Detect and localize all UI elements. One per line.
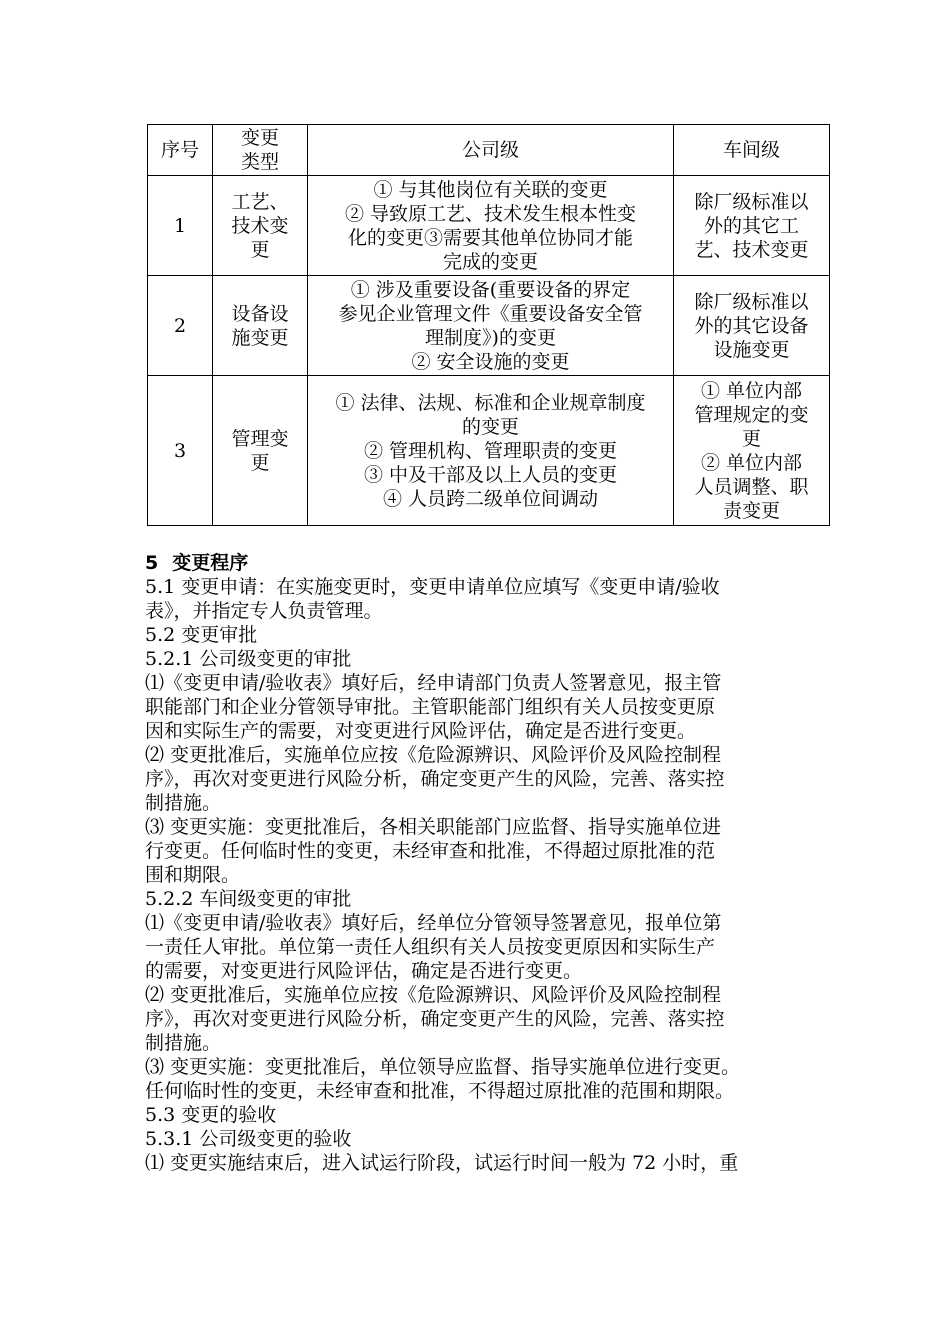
text-line: 序》，再次对变更进行风险分析，确定变更产生的风险，完善、落实控 (145, 768, 725, 790)
company-scope-line: ② 导致原工艺、技术发生根本性变 (344, 202, 637, 225)
row-company-scope (308, 176, 674, 276)
text-line: 5.3 变更的验收 (145, 1104, 277, 1126)
text-line: 围和期限。 (145, 864, 241, 886)
table-header-row (148, 125, 830, 176)
row-type (213, 276, 308, 376)
text-line: ⑴ 变更实施结束后，进入试运行阶段，试运行时间一般为 72 小时，重 (145, 1152, 739, 1174)
row-seq: 2 (148, 276, 213, 376)
text-line: 制措施。 (145, 1032, 222, 1054)
section-title: 变更程序 (172, 552, 249, 574)
text-line: 职能部门和企业分管领导审批。主管职能部门组织有关人员按变更原 (145, 696, 716, 718)
workshop-scope-line: ① 单位内部 (700, 379, 803, 402)
text-line: 5.2.2 车间级变更的审批 (145, 888, 352, 910)
company-scope-line: ④ 人员跨二级单位间调动 (382, 487, 599, 510)
company-scope-line: ① 涉及重要设备(重要设备的界定 (350, 278, 631, 301)
text-line: 因和实际生产的需要，对变更进行风险评估，确定是否进行变更。 (145, 720, 697, 742)
company-scope-line: 化的变更③需要其他单位协同才能 (347, 226, 633, 249)
row-workshop-scope (674, 376, 830, 526)
company-scope-line: ② 安全设施的变更 (411, 350, 570, 373)
workshop-scope-line: 管理规定的变 (694, 403, 809, 426)
company-scope-line: 参见企业管理文件《重要设备安全管 (338, 302, 643, 325)
text-line: 5.2.1 公司级变更的审批 (145, 648, 352, 670)
header-seq: 序号 (148, 125, 213, 176)
text-line: 一责任人审批。单位第一责任人组织有关人员按变更原因和实际生产 (145, 936, 716, 958)
text-line: 5.1 变更申请：在实施变更时，变更申请单位应填写《变更申请/验收 (145, 576, 720, 598)
workshop-scope-line: 外的其它设备 (694, 314, 809, 337)
workshop-scope-line: 外的其它工 (703, 214, 799, 237)
workshop-scope-line: 更 (741, 427, 761, 450)
header-workshop: 车间级 (674, 125, 830, 176)
row-type (213, 176, 308, 276)
text-line: 任何临时性的变更，未经审查和批准，不得超过原批准的范围和期限。 (145, 1080, 735, 1102)
row-seq: 3 (148, 376, 213, 526)
text-line: ⑶ 变更实施：变更批准后，各相关职能部门应监督、指导实施单位进 (145, 816, 722, 838)
workshop-scope-line: ② 单位内部 (700, 451, 803, 474)
section-number: 5 (145, 552, 159, 574)
document-body (145, 551, 813, 1175)
text-line: ⑵ 变更批准后，实施单位应按《危险源辨识、风险评价及风险控制程 (145, 744, 722, 766)
table-row (148, 276, 830, 376)
company-scope-line: 理制度》)的变更 (425, 326, 556, 349)
text-line: ⑶ 变更实施：变更批准后，单位领导应监督、指导实施单位进行变更。 (145, 1056, 741, 1078)
text-line: 序》，再次对变更进行风险分析，确定变更产生的风险，完善、落实控 (145, 1008, 725, 1030)
change-classification-table (147, 124, 830, 526)
row-type-line: 管理变 (231, 427, 289, 450)
header-type-line: 类型 (240, 151, 279, 173)
row-type-line: 工艺、 (231, 190, 289, 213)
header-company: 公司级 (308, 125, 674, 176)
row-type-line: 设备设 (231, 302, 289, 325)
workshop-scope-line: 责变更 (722, 499, 780, 522)
company-scope-line: 完成的变更 (442, 250, 538, 273)
text-line: ⑴《变更申请/验收表》填好后，经申请部门负责人签署意见，报主管 (145, 672, 722, 694)
row-type-line: 更 (250, 238, 270, 261)
row-type (213, 376, 308, 526)
workshop-scope-line: 设施变更 (713, 338, 790, 361)
company-scope-line: ① 与其他岗位有关联的变更 (373, 178, 608, 201)
row-workshop-scope (674, 276, 830, 376)
table-row (148, 176, 830, 276)
header-type (213, 125, 308, 176)
workshop-scope-line: 除厂级标准以 (694, 190, 809, 213)
row-workshop-scope (674, 176, 830, 276)
text-line: 5.3.1 公司级变更的验收 (145, 1128, 352, 1150)
text-line: 表》，并指定专人负责管理。 (145, 600, 383, 622)
table-row (148, 376, 830, 526)
company-scope-line: ② 管理机构、管理职责的变更 (363, 439, 618, 462)
company-scope-line: ③ 中及干部及以上人员的变更 (363, 463, 618, 486)
text-line: 行变更。任何临时性的变更，未经审查和批准，不得超过原批准的范 (145, 840, 716, 862)
section-heading (145, 551, 813, 575)
row-type-line: 技术变 (231, 214, 289, 237)
row-company-scope (308, 376, 674, 526)
text-line: 5.2 变更审批 (145, 624, 258, 646)
workshop-scope-line: 人员调整、职 (694, 475, 809, 498)
row-type-line: 更 (250, 451, 270, 474)
text-line: ⑵ 变更批准后，实施单位应按《危险源辨识、风险评价及风险控制程 (145, 984, 722, 1006)
row-type-line: 施变更 (231, 326, 289, 349)
row-company-scope (308, 276, 674, 376)
row-seq: 1 (148, 176, 213, 276)
text-line: 制措施。 (145, 792, 222, 814)
workshop-scope-line: 除厂级标准以 (694, 290, 809, 313)
company-scope-line: ① 法律、法规、标准和企业规章制度 (335, 391, 646, 414)
text-line: ⑴《变更申请/验收表》填好后，经单位分管领导签署意见，报单位第 (145, 912, 722, 934)
text-line: 的需要，对变更进行风险评估，确定是否进行变更。 (145, 960, 583, 982)
workshop-scope-line: 艺、技术变更 (694, 238, 809, 261)
header-type-line: 变更 (240, 127, 279, 149)
company-scope-line: 的变更 (461, 415, 519, 438)
